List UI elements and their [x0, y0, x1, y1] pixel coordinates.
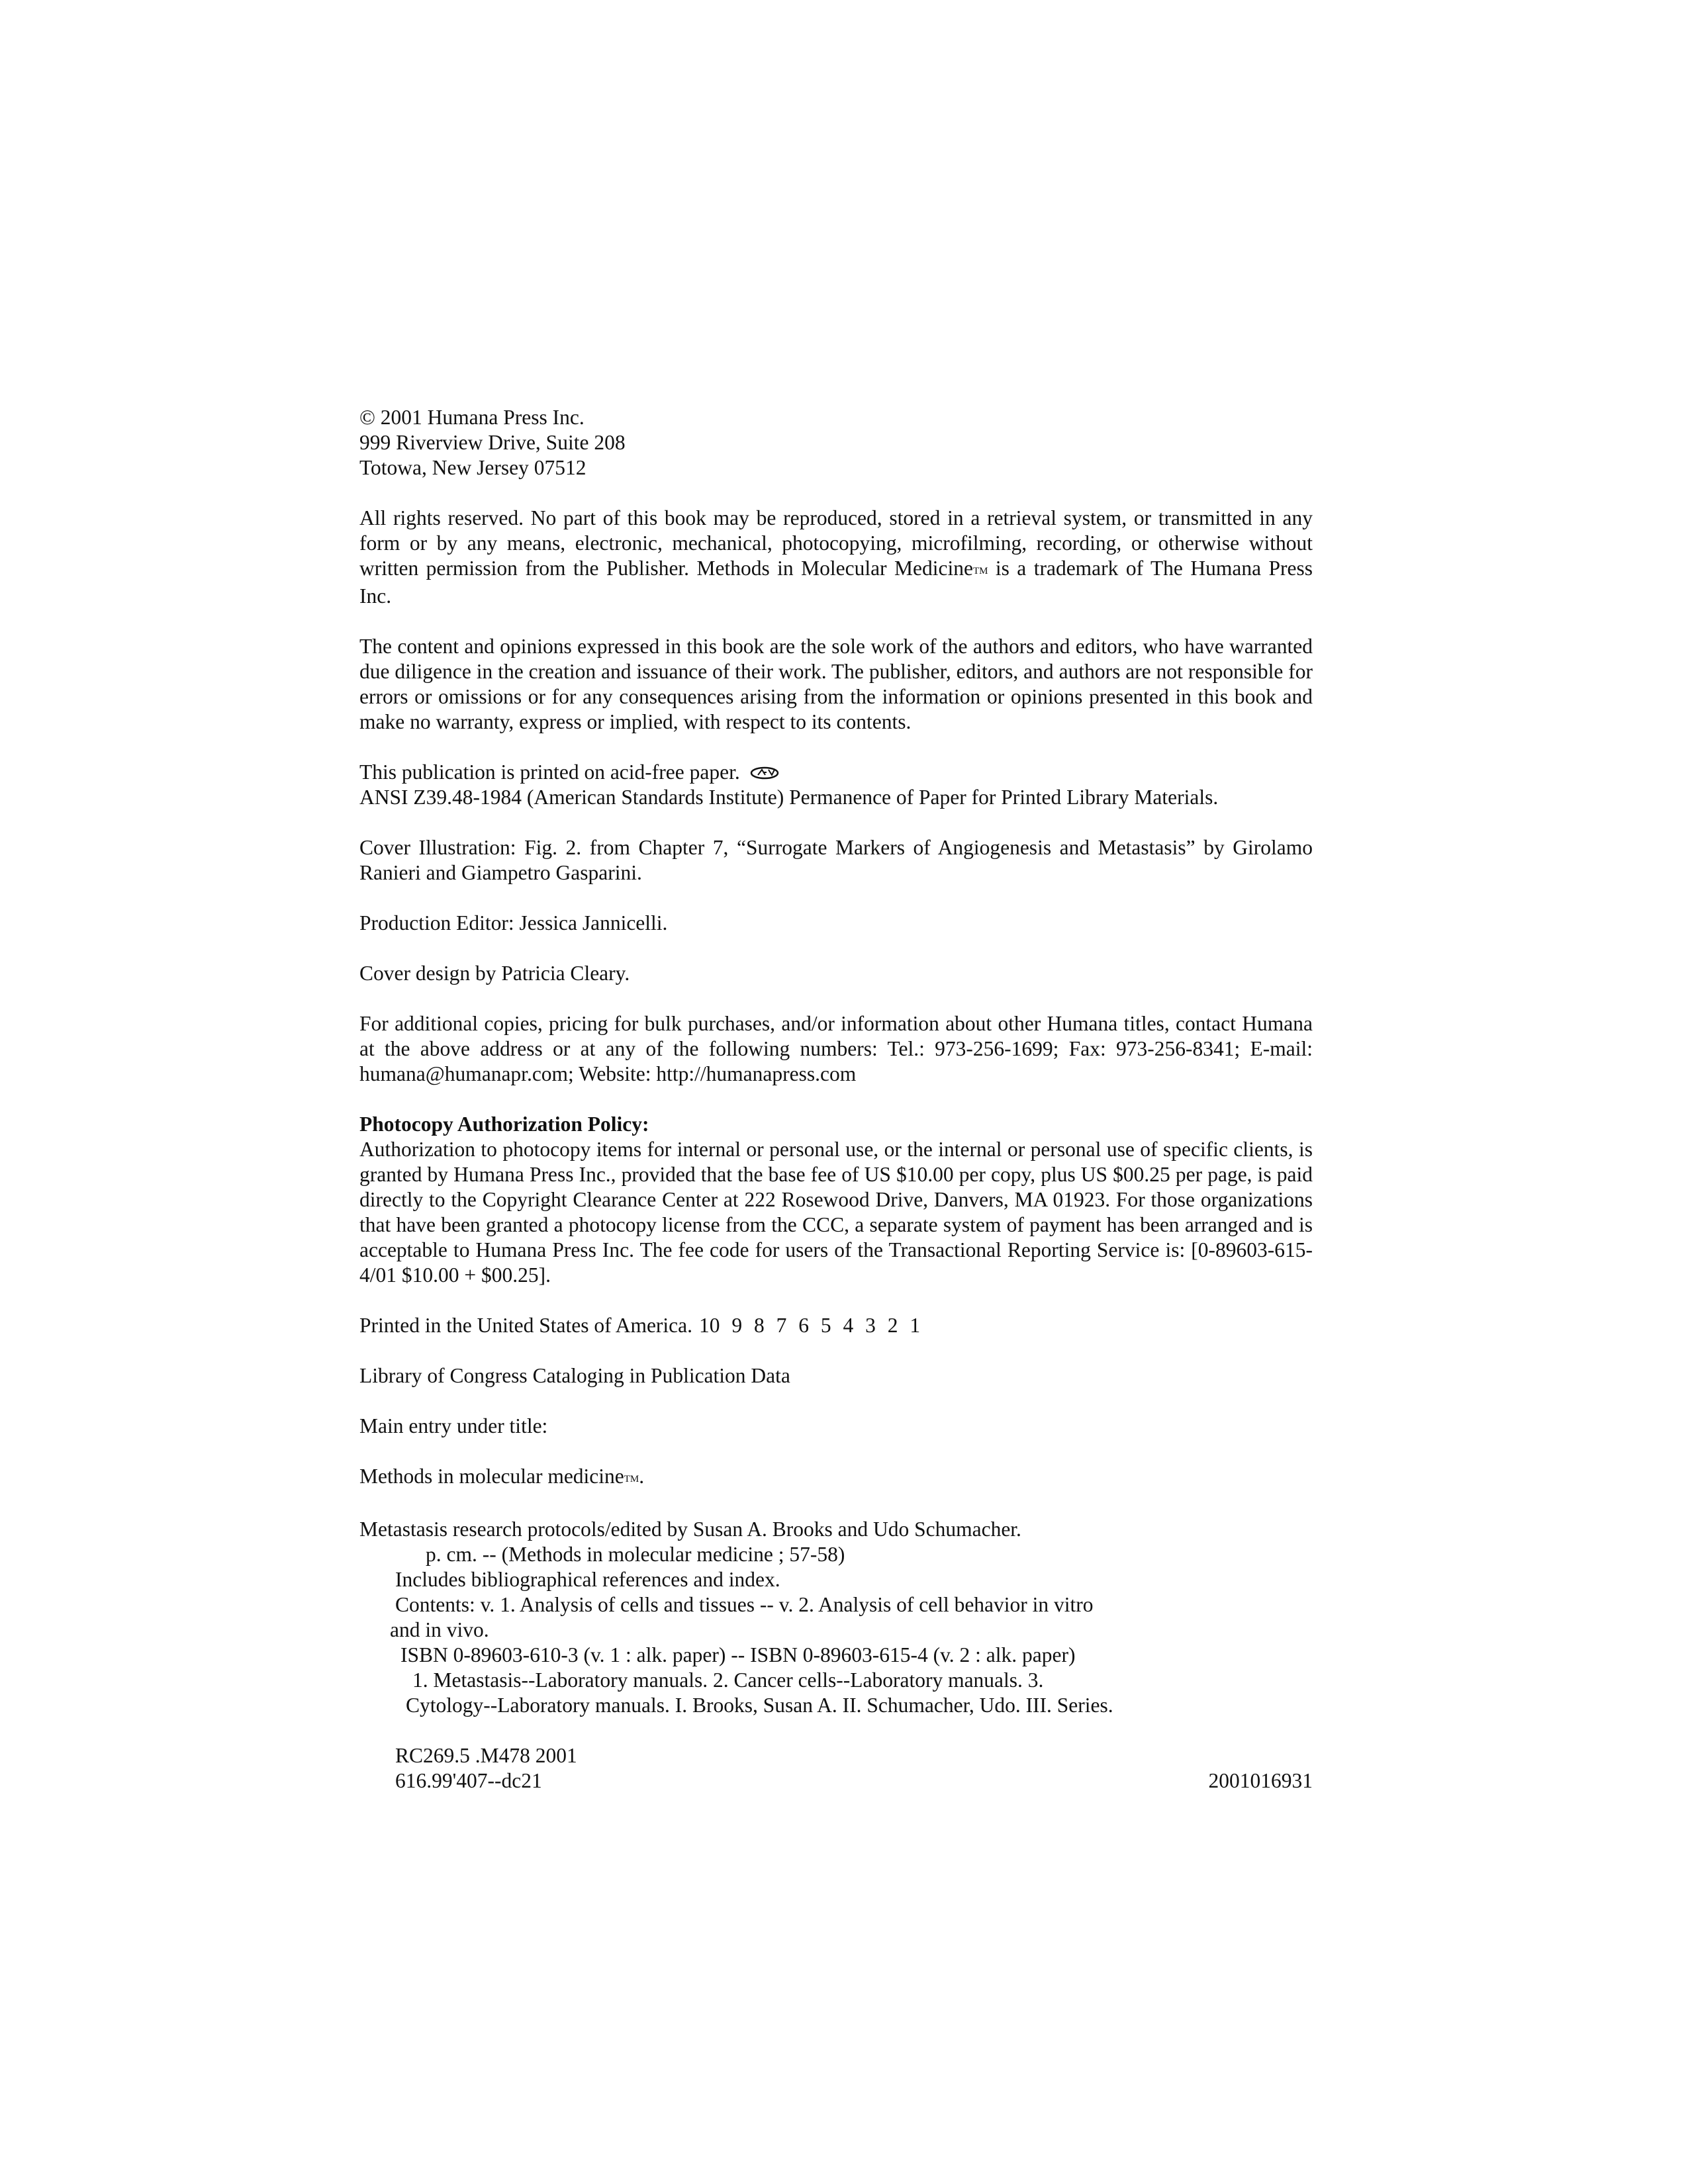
photocopy-policy: [359, 1112, 1313, 1288]
copyright-page: [359, 405, 1313, 1794]
cip-line: Cytology--Laboratory manuals. I. Brooks, Susan A. II. Schumacher, Udo. III. Series.: [406, 1694, 1113, 1717]
rights-text: All rights reserved. No part of this book may be reproduced, stored in a retrieval system, or transmitted in any form or by any means, electronic, mechanical, photocopying, microfilming, recording, or otherwise without written permission from the Publisher. Methods in Molecular Medicine: [359, 506, 1313, 580]
cip-title: Library of Congress Cataloging in Publication Data: [359, 1364, 790, 1387]
cip-line: Contents: v. 1. Analysis of cells and tissues -- v. 2. Analysis of cell behavior in vitro: [395, 1593, 1094, 1616]
paper-block: [359, 760, 1313, 810]
copyright-line: © 2001 Humana Press Inc.: [359, 406, 585, 429]
main-entry: Main entry under title:: [359, 1414, 548, 1437]
contact-paragraph: For additional copies, pricing for bulk purchases, and/or information about other Humana titles, contact Humana at the above address or at any of the following numbers: Tel.: 973-256-1699; Fax: 973-256-8341; E-mail: humana@humanapr.com; Website: http://humanapress.com: [359, 1012, 1313, 1085]
cip-line: p. cm. -- (Methods in molecular medicine ; 57-58): [426, 1543, 845, 1566]
acid-free-paper-icon: [749, 766, 780, 780]
production-editor: Production Editor: Jessica Jannicelli.: [359, 911, 668, 934]
cover-illustration: Cover Illustration: Fig. 2. from Chapter 7, “Surrogate Markers of Angiogenesis and Metastasis” by Girolamo Ranieri and Giampetro Gasparini.: [359, 836, 1313, 884]
print-run-numbers: 10 9 8 7 6 5 4 3 2 1: [699, 1314, 921, 1337]
dewey-number: 616.99'407--dc21: [395, 1769, 542, 1792]
series-entry: [359, 1464, 1313, 1492]
lccn-number: 2001016931: [1208, 1769, 1313, 1792]
disclaimer-paragraph: The content and opinions expressed in this book are the sole work of the authors and editors, who have warranted due diligence in the creation and issuance of their work. The publisher, editors, and authors are not responsible for errors or omissions or for any consequences arising from the information or opinions presented in this book and make no warranty, express or implied, with respect to its contents.: [359, 635, 1313, 733]
rights-paragraph: [359, 506, 1313, 609]
cip-line: Includes bibliographical references and index.: [395, 1568, 780, 1591]
cip-line: 1. Metastasis--Laboratory manuals. 2. Cancer cells--Laboratory manuals. 3.: [412, 1668, 1044, 1692]
printed-line: [359, 1313, 1313, 1338]
acid-free-line: [359, 760, 1313, 785]
cover-design: Cover design by Patricia Cleary.: [359, 962, 630, 985]
publisher-block: [359, 405, 1313, 480]
acid-free-text: This publication is printed on acid-free paper.: [359, 760, 740, 784]
address-line-2: Totowa, New Jersey 07512: [359, 456, 586, 479]
cip-line: ISBN 0-89603-610-3 (v. 1 : alk. paper) -- ISBN 0-89603-615-4 (v. 2 : alk. paper): [400, 1643, 1076, 1666]
rights-text-end: is a trademark of The Humana Press Inc.: [359, 557, 1313, 608]
photocopy-heading: Photocopy Authorization Policy:: [359, 1113, 649, 1136]
address-line-1: 999 Riverview Drive, Suite 208: [359, 431, 626, 454]
cip-record: [359, 1517, 1313, 1718]
call-number-block: [359, 1743, 1313, 1794]
trademark-mark: TM: [972, 566, 988, 576]
series-period: .: [639, 1465, 645, 1488]
series-text: Methods in molecular medicine: [359, 1465, 624, 1488]
classification-row: [359, 1768, 1313, 1794]
cip-line: and in vivo.: [390, 1618, 489, 1641]
photocopy-text: Authorization to photocopy items for internal or personal use, or the internal or personal use of specific clients, is granted by Humana Press Inc., provided that the base fee of US $10.00 per copy, plus US $00.25 per page, is paid directly to the Copyright Clearance Center at 222 Rosewood Drive, Danvers, MA 01923. For those organizations that have been granted a photocopy license from the CCC, a separate system of payment has been arranged and is acceptable to Humana Press Inc. The fee code for users of the Transactional Reporting Service is: [0-89603-615-4/01 $10.00 + $00.25].: [359, 1138, 1313, 1287]
call-number: RC269.5 .M478 2001: [395, 1744, 577, 1767]
cip-line: Metastasis research protocols/edited by Susan A. Brooks and Udo Schumacher.: [359, 1518, 1021, 1541]
ansi-line: ANSI Z39.48-1984 (American Standards Institute) Permanence of Paper for Printed Library Materials.: [359, 786, 1219, 809]
series-trademark-mark: TM: [624, 1474, 639, 1484]
printed-text: Printed in the United States of America.: [359, 1314, 693, 1337]
